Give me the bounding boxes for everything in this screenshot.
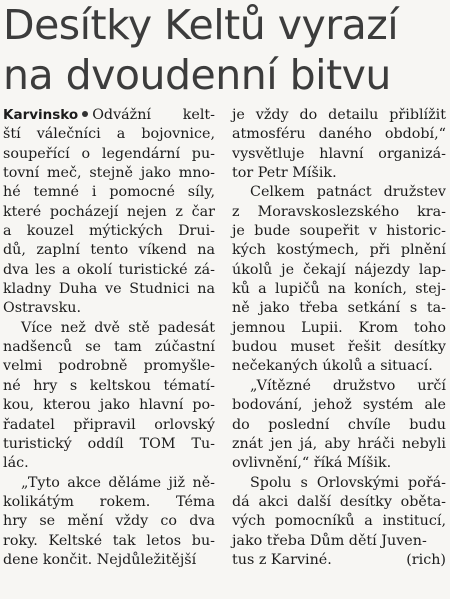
article-line: nadšenců se tam zúčastní	[3, 339, 215, 356]
article-line: né hry s keltskou tématí-	[3, 377, 215, 394]
author-signature: (rich)	[406, 551, 446, 568]
article-line: „Vítězné družstvo určí	[250, 377, 446, 394]
article-line: hry se mění vždy co dva	[3, 513, 215, 530]
article-line: atmosféru daného období,“	[232, 126, 446, 143]
article-line	[3, 106, 215, 125]
closing-line	[232, 551, 446, 570]
article-line: jako třeba Dům dětí Juven-	[232, 532, 427, 549]
article-line: dene končit. Nejdůležitější	[3, 551, 197, 568]
headline-line-1: Desítky Keltů vyrazí	[3, 1, 399, 49]
article-line: dá akci další desítky obětа-	[232, 493, 446, 510]
bullet-icon	[82, 111, 88, 117]
article-line: dva les a okolí turistické zá-	[3, 261, 215, 278]
article-line: do poslední chvíle budu	[232, 416, 446, 433]
article-line: bodování, jehož systém ale	[232, 397, 446, 414]
article-line: Spolu s Orlovskými pořá-	[250, 474, 446, 491]
article-line: ovlivnění,“ říká Míšik.	[232, 455, 392, 472]
article-line: a kouzel mýtických Drui-	[3, 223, 215, 240]
article-line: vysvětluje hlavní organizá-	[232, 145, 446, 162]
byline: Karvinsko	[3, 107, 79, 123]
article-line: „Tyto akce děláme již ně-	[21, 474, 215, 491]
article-line: tovní meč, stejně jako mno-	[3, 165, 215, 182]
article-line: Celkem patnáct družstev	[250, 184, 446, 201]
article-column-right	[232, 106, 446, 570]
article-line: kolikátým rokem. Téma	[3, 493, 215, 510]
article-line: znát jen já, aby hráči nebyli	[232, 435, 446, 452]
article-line: z Moravskoslezského kra-	[232, 203, 446, 220]
article-line: kých kostýmech, při plnění	[232, 242, 446, 259]
article-line: hé temné i pomocné síly,	[3, 184, 215, 201]
article-line: je bude soupeřit v historic-	[232, 223, 446, 240]
article-line: kou, kterou jako hlavní po-	[3, 397, 215, 414]
article-line: dů, zaplní tento víkend na	[3, 242, 215, 259]
article-line: které pocházejí nejen z čar	[3, 203, 215, 220]
closing-text: tus z Karviné.	[232, 551, 332, 568]
article-line-text: Odvážní kelt-	[92, 107, 215, 123]
article-line: Více než dvě stě padesát	[21, 319, 215, 336]
article-column-left	[3, 106, 215, 570]
article-line: Ostravsku.	[3, 300, 81, 317]
article-line: ně jako třeba setkání s ta-	[232, 300, 446, 317]
article-line: je vždy do detailu přiblížit	[232, 107, 446, 123]
article-line: kladny Duha ve Studnici na	[3, 281, 215, 298]
headline-line-2: na dvoudenní bitvu	[3, 51, 391, 99]
article-line: lác.	[3, 455, 29, 472]
headline	[3, 0, 449, 100]
article-line: řadatel připravil orlovský	[3, 416, 215, 433]
article-line: vých pomocníků a institucí,	[232, 513, 446, 530]
article-line: úkolů je čekají nájezdy lap-	[232, 261, 446, 278]
article-line: roky. Keltské tak letos bu-	[3, 532, 215, 549]
article-line: jemnou Lupii. Krom toho	[232, 319, 446, 336]
article-line: ků a lupičů na koních, stej-	[232, 281, 446, 298]
article-line: soupeřící o legendární pu-	[3, 145, 215, 162]
article-line: ští válečníci a bojovnice,	[3, 126, 215, 143]
article-line: nečekaných úkolů a situací.	[232, 358, 433, 375]
article-line: budou muset řešit desítky	[232, 339, 446, 356]
article-line: turistický oddíl TOM Tu-	[3, 435, 215, 452]
article-line: tor Petr Míšik.	[232, 165, 337, 182]
article-line: velmi podrobně promyšle-	[3, 358, 215, 375]
